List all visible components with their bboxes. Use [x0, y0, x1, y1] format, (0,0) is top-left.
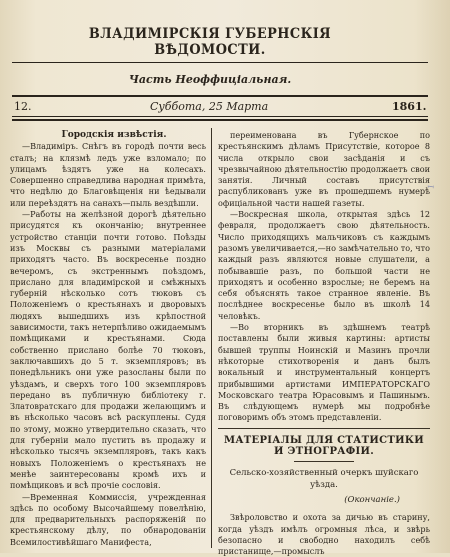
issue-number: 12. [14, 100, 32, 113]
left-column [10, 130, 206, 548]
section-subheading: Сельско-хозяйственный очеркъ шуйскаго уѣзда. [229, 468, 419, 490]
pencil-mark: 1 [426, 183, 436, 190]
masthead-title: ВЛАДИМІРСКІЯ ГУБЕРНСКІЯ ВѢДОМОСТИ. [88, 26, 332, 58]
column-heading: Городскія извѣстія. [61, 130, 167, 140]
article-paragraph: Звѣроловство и охота за дичью въ старину, когда уѣздъ имѣлъ огромныя лѣса, и звѣрь безопасно и свободно находилъ себѣ пристанище,—промыслъ [218, 512, 430, 557]
section-rule [218, 428, 430, 429]
article-paragraph: —Работы на желѣзной дорогѣ дѣятельно присудятся къ окончанію; внутреннее устройство станціи почти готово. Поѣзды изъ Москвы съ разными матеріалами приходятъ часто. Въ воскресенье поздно вечеромъ, съ экстреннымъ поѣздомъ, прислано для владимірской и смѣжныхъ губерній нѣсколько сотъ тюковъ съ Положеніемъ о крестьянахъ и дворовыхъ людяхъ вышедшихъ изъ крѣпостной зависимости, такъ нетерпѣливо ожидаемымъ помѣщиками и крестьянами. Сюда собственно прислано болѣе 70 тюковъ, заключавшихъ до 5 т. экземпляровъ; въ понедѣльникъ они уже разосланы были по уѣздамъ, и сверхъ того 100 экземпляровъ передано въ публичную библіотеку г. Златовратскаго для продажи желающимъ и въ нѣсколько часовъ всѣ раскуплены. Судя по этому, можно утвердительно сказать, что для губерніи мало пустить въ продажу и нѣсколько тысячь экземпляровъ, такъ какъ новыхъ Положеніемъ о крестьянахъ не менѣе заинтересованы кромѣ ихъ и помѣщиковъ и всѣ прочіе сословія. [10, 209, 206, 491]
right-column [218, 130, 430, 557]
header-bottom-rule [12, 116, 428, 117]
issue-year: 1861. [392, 100, 427, 113]
section-heading: МАТЕРІАЛЫ ДЛЯ СТАТИСТИКИ И ЭТНОГРАФІИ. [223, 434, 425, 458]
article-paragraph: —Владиміръ. Снѣгъ въ городѣ почти весь сталъ; на клязмѣ ледъ уже взломало; по улицамъ ѣздятъ уже на колесахъ. Совершенно справедлива народная примѣта, что недѣлю до Благовѣщенія ни ѣедывали или переѣздятъ на санахъ—пыль вездѣшли. [10, 141, 206, 208]
article-paragraph: —Воскресная школа, открытая здѣсь 12 февраля, продолжаетъ свою дѣятельность. Число приходящихъ мальчиковъ съ каждымъ разомъ увеличивается,—но замѣчательно то, что каждый разъ являются новые слушатели, а побывавшіе разъ, по большой части не приходятъ и особенно взрослые; не беремъ на себя объяснять такое странное явленіе. Въ послѣднее воскресенье было въ школѣ 14 человѣкъ. [218, 209, 430, 321]
masthead-rule [12, 62, 428, 63]
header-top-rule [12, 95, 428, 97]
section-note: (Окончаніе.) [344, 494, 400, 505]
column-divider [211, 128, 212, 548]
section-subtitle: Часть Неоффиціальная. [128, 73, 292, 86]
article-paragraph: —Временная Коммиссія, учрежденная здѣсь по особому Высочайшему повелѣнію, для предварительныхъ распоряженій по крестьянскому дѣлу, по обнародованіи Всемилостивѣйшаго Манифеста, [10, 491, 206, 547]
article-paragraph: —Во вторникъ въ здѣшнемъ театрѣ поставлены были живыя картины: артисты бывшей труппы Ноинскій и Мазинъ прочли нѣкоторые стихотворенія и данъ былъ вокальный и инструментальный концертъ прибывшими артистами ИМПЕРАТОРСКАГО Московскаго театра Юрасовымъ и Пашинымъ. Въ слѣдующемъ нумерѣ мы подробнѣе поговоримъ объ этомъ представленіи. [218, 322, 430, 423]
section-short-rule [294, 461, 354, 462]
header-bottom-rule-thick [12, 119, 428, 121]
article-paragraph: переименована въ Губернское по крестьянскимъ дѣламъ Присутствіе, которое 8 числа открыло свои засѣданія и съ чрезвычайною дѣятельностію продолжаетъ свои занятія. Личный составъ присутствія распубликованъ уже въ прошедшемъ нумерѣ офиціальной части нашей газеты. [218, 130, 430, 208]
issue-date: Суббота, 25 Марта [150, 100, 269, 113]
